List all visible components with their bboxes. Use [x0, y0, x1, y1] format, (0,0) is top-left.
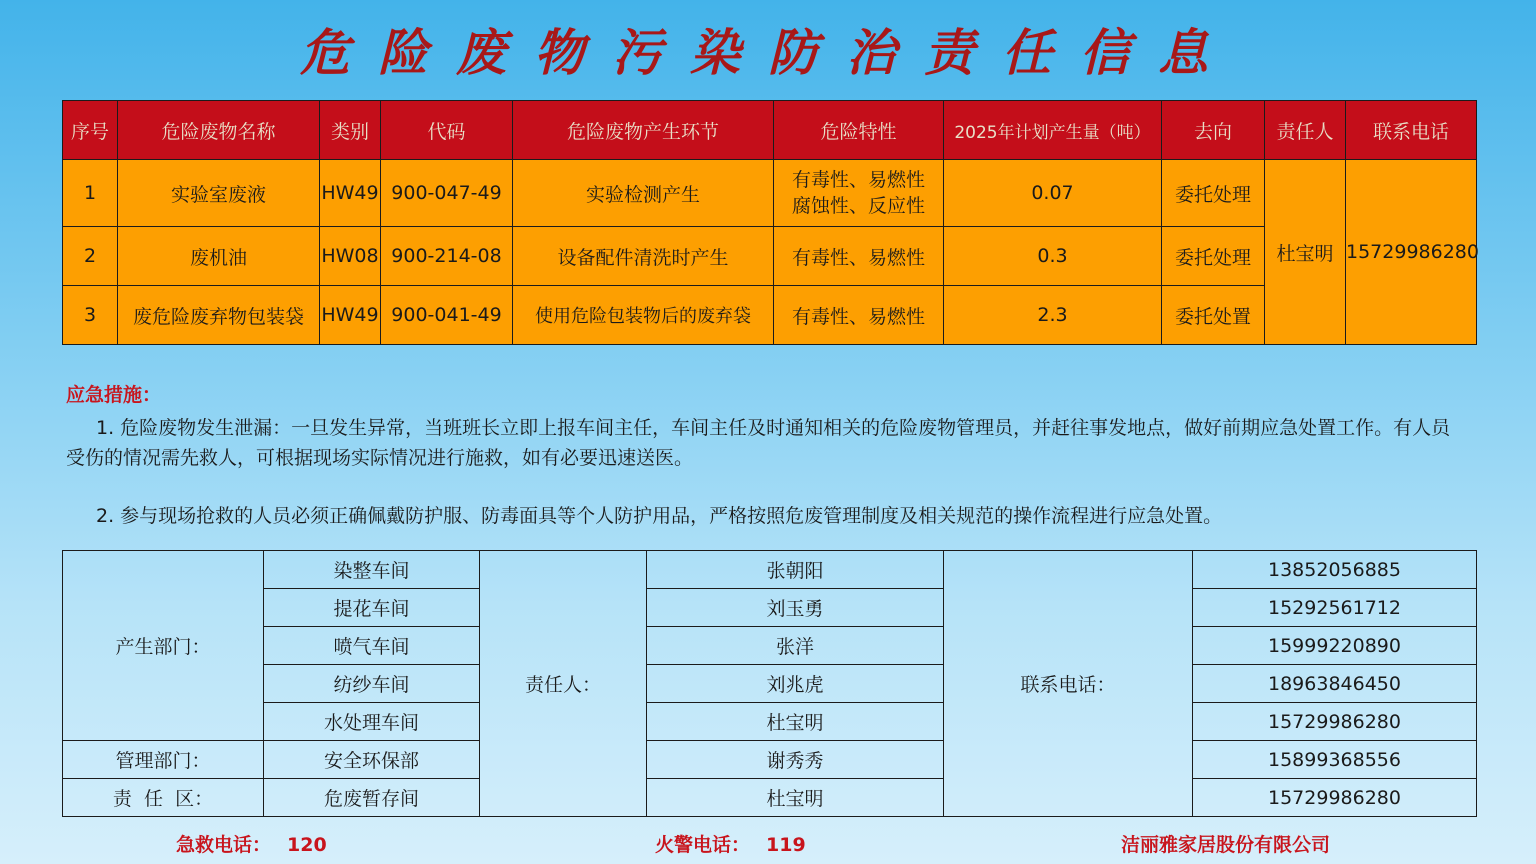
table-row	[63, 160, 1477, 227]
hazardous-waste-table	[62, 100, 1477, 345]
cell-person: 谢秀秀	[647, 741, 944, 779]
cell-source: 设备配件清洗时产生	[513, 227, 774, 286]
company-name: 洁丽雅家居股份有限公司	[1121, 834, 1331, 856]
first-aid-number: 120	[287, 834, 327, 856]
page-title: 危险废物污染防治责任信息	[300, 23, 1236, 82]
cell-source: 使用危险包装物后的废弃袋	[513, 286, 774, 345]
header-name: 危险废物名称	[118, 101, 320, 160]
hazard-line-2: 腐蚀性、反应性	[791, 195, 925, 217]
header-no: 序号	[63, 101, 118, 160]
header-hazard: 危险特性	[774, 101, 944, 160]
table-row	[63, 627, 1477, 665]
first-aid-phone	[176, 830, 327, 857]
cell-no: 3	[63, 286, 118, 345]
cell-dept: 纺纱车间	[264, 665, 480, 703]
cell-no: 2	[63, 227, 118, 286]
table-row	[63, 665, 1477, 703]
label-responsible-zone: 责 任 区：	[63, 779, 264, 817]
label-production-dept: 产生部门：	[63, 551, 264, 741]
first-aid-label: 急救电话：	[176, 834, 272, 856]
cell-amount: 0.3	[944, 227, 1162, 286]
cell-dept: 染整车间	[264, 551, 480, 589]
label-responsible: 责任人：	[480, 551, 647, 817]
cell-category: HW08	[320, 227, 381, 286]
cell-phone: 15999220890	[1193, 627, 1477, 665]
header-source: 危险废物产生环节	[513, 101, 774, 160]
cell-amount: 0.07	[944, 160, 1162, 227]
emergency-item-1: 1. 危险废物发生泄漏：一旦发生异常，当班班长立即上报车间主任，车间主任及时通知相关的危险废物管理员，并赶往事发地点，做好前期应急处置工作。有人员受伤的情况需先救人，可根据现场实际情况进行施救，如有必要迅速送医。	[66, 417, 1451, 469]
fire-phone	[655, 830, 806, 857]
cell-destination: 委托处理	[1162, 227, 1265, 286]
cell-phone: 15729986280	[1346, 160, 1477, 345]
cell-responsible: 杜宝明	[1265, 160, 1346, 345]
cell-no: 1	[63, 160, 118, 227]
cell-destination: 委托处置	[1162, 286, 1265, 345]
cell-person: 刘兆虎	[647, 665, 944, 703]
cell-code: 900-214-08	[381, 227, 513, 286]
cell-dept: 提花车间	[264, 589, 480, 627]
cell-hazard	[774, 160, 944, 227]
cell-phone: 15729986280	[1193, 703, 1477, 741]
cell-source: 实验检测产生	[513, 160, 774, 227]
header-phone: 联系电话	[1346, 101, 1477, 160]
cell-code: 900-041-49	[381, 286, 513, 345]
header-amount: 2025年计划产生量（吨）	[944, 101, 1162, 160]
header-responsible: 责任人	[1265, 101, 1346, 160]
cell-category: HW49	[320, 286, 381, 345]
cell-phone: 15292561712	[1193, 589, 1477, 627]
emergency-title: 应急措施：	[66, 384, 162, 406]
label-management-dept: 管理部门：	[63, 741, 264, 779]
cell-name: 废危险废弃物包装袋	[118, 286, 320, 345]
label-phone: 联系电话：	[944, 551, 1193, 817]
cell-phone: 15729986280	[1193, 779, 1477, 817]
table-row	[63, 703, 1477, 741]
hazard-line-1: 有毒性、易燃性	[791, 169, 925, 191]
table-row	[63, 741, 1477, 779]
header-category: 类别	[320, 101, 381, 160]
emergency-item-2: 2. 参与现场抢救的人员必须正确佩戴防护服、防毒面具等个人防护用品，严格按照危废管理制度及相关规范的操作流程进行应急处置。	[96, 505, 1223, 527]
header-code: 代码	[381, 101, 513, 160]
cell-phone: 15899368556	[1193, 741, 1477, 779]
cell-person: 刘玉勇	[647, 589, 944, 627]
cell-person: 杜宝明	[647, 779, 944, 817]
header-destination: 去向	[1162, 101, 1265, 160]
cell-amount: 2.3	[944, 286, 1162, 345]
cell-person: 杜宝明	[647, 703, 944, 741]
cell-dept: 水处理车间	[264, 703, 480, 741]
cell-name: 实验室废液	[118, 160, 320, 227]
cell-code: 900-047-49	[381, 160, 513, 227]
fire-number: 119	[766, 834, 806, 856]
cell-destination: 委托处理	[1162, 160, 1265, 227]
table-row	[63, 286, 1477, 345]
table-row	[63, 779, 1477, 817]
cell-hazard: 有毒性、易燃性	[774, 227, 944, 286]
cell-dept: 安全环保部	[264, 741, 480, 779]
table-row	[63, 589, 1477, 627]
cell-phone: 13852056885	[1193, 551, 1477, 589]
table-header-row	[63, 101, 1477, 160]
table-row	[63, 551, 1477, 589]
fire-label: 火警电话：	[655, 834, 751, 856]
cell-dept: 喷气车间	[264, 627, 480, 665]
table-row	[63, 227, 1477, 286]
cell-person: 张洋	[647, 627, 944, 665]
cell-phone: 18963846450	[1193, 665, 1477, 703]
cell-hazard: 有毒性、易燃性	[774, 286, 944, 345]
cell-category: HW49	[320, 160, 381, 227]
cell-name: 废机油	[118, 227, 320, 286]
department-table	[62, 550, 1477, 817]
cell-dept: 危废暂存间	[264, 779, 480, 817]
cell-person: 张朝阳	[647, 551, 944, 589]
